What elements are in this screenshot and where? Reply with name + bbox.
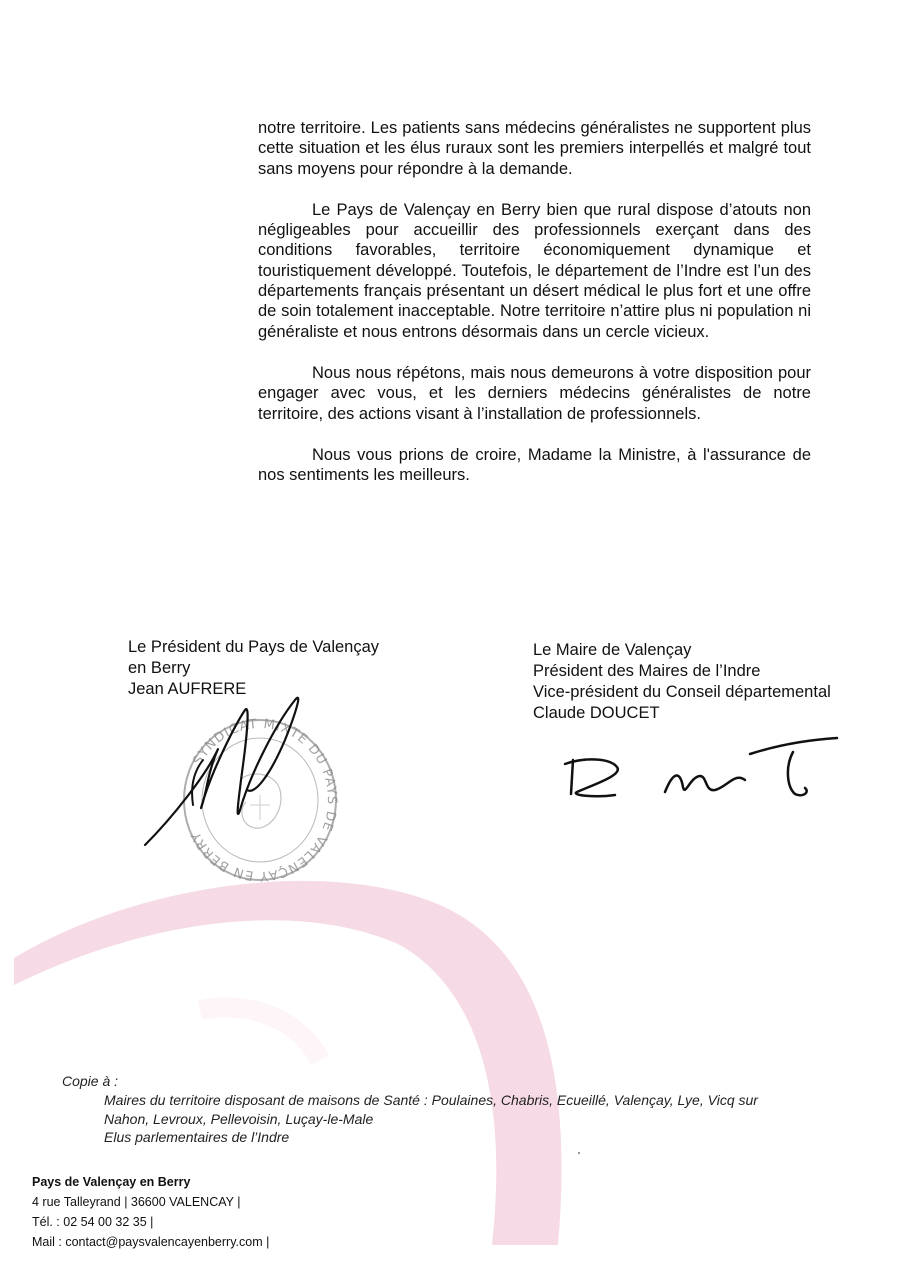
stamp-text: SYNDICAT MIXTE DU PAYS DE VALENÇAY EN BERRY [188,716,340,884]
right-signatory-name: Claude DOUCET [533,704,660,722]
right-signatory-role-2: Vice-président du Conseil départemental [533,683,831,701]
right-signatory-role: Président des Maires de l’Indre [533,662,761,680]
left-signatory-name: Jean AUFRERE [128,680,247,698]
left-signature [135,685,310,855]
right-signatory-title: Le Maire de Valençay [533,641,692,659]
left-signatory-title-cont: en Berry [128,659,191,677]
copies-recipient-parliament: Elus parlementaires de l’Indre [104,1129,290,1145]
footer-contact [32,1172,269,1252]
copies-recipient-mayors: Maires du territoire disposant de maisons de Santé : Poulaines, Chabris, Ecueillé, Valençay, Lye, Vicq sur Nahon, Levroux, Pellevoisin, Luçay-le-Male [104,1092,758,1127]
copies-list [104,1091,804,1147]
left-signatory-title: Le Président du Pays de Valençay [128,638,380,656]
paragraph-1: notre territoire. Les patients sans médecins généralistes ne supportent plus cette situation et les élus ruraux sont les premiers interpellés et malgré tout sans moyens pour répondre à la demande. [258,119,811,178]
footer-org-name: Pays de Valençay en Berry [32,1175,191,1189]
paragraph-2: Le Pays de Valençay en Berry bien que rural dispose d’atouts non négligeables pour accueillir des professionnels exerçant dans des conditions favorables, territoire économiquement dynamique et touristiquement développé. Toutefois, le département de l’Indre est l’un des départements français présentant un désert médical le plus fort et une offre de soin totalement inacceptable. Notre territoire n’attire plus ni population ni généraliste et nous entrons désormais dans un cercle vicieux. [258,200,811,341]
letter-body [258,118,811,506]
copies-heading: Copie à : [62,1073,119,1089]
right-signature [555,732,845,812]
right-signatory-block [533,640,831,724]
stray-mark [578,1152,580,1154]
footer-address: 4 rue Talleyrand | 36600 VALENCAY | [32,1195,241,1209]
footer-phone: Tél. : 02 54 00 32 35 | [32,1215,154,1229]
paragraph-3: Nous nous répétons, mais nous demeurons à votre disposition pour engager avec vous, et les derniers médecins généralistes de notre territoire, des actions visant à l’installation de professionnels. [258,363,811,423]
footer-email: Mail : contact@paysvalencayenberry.com | [32,1235,270,1249]
paragraph-4: Nous vous prions de croire, Madame la Ministre, à l'assurance de nos sentiments les meilleurs. [258,445,811,485]
